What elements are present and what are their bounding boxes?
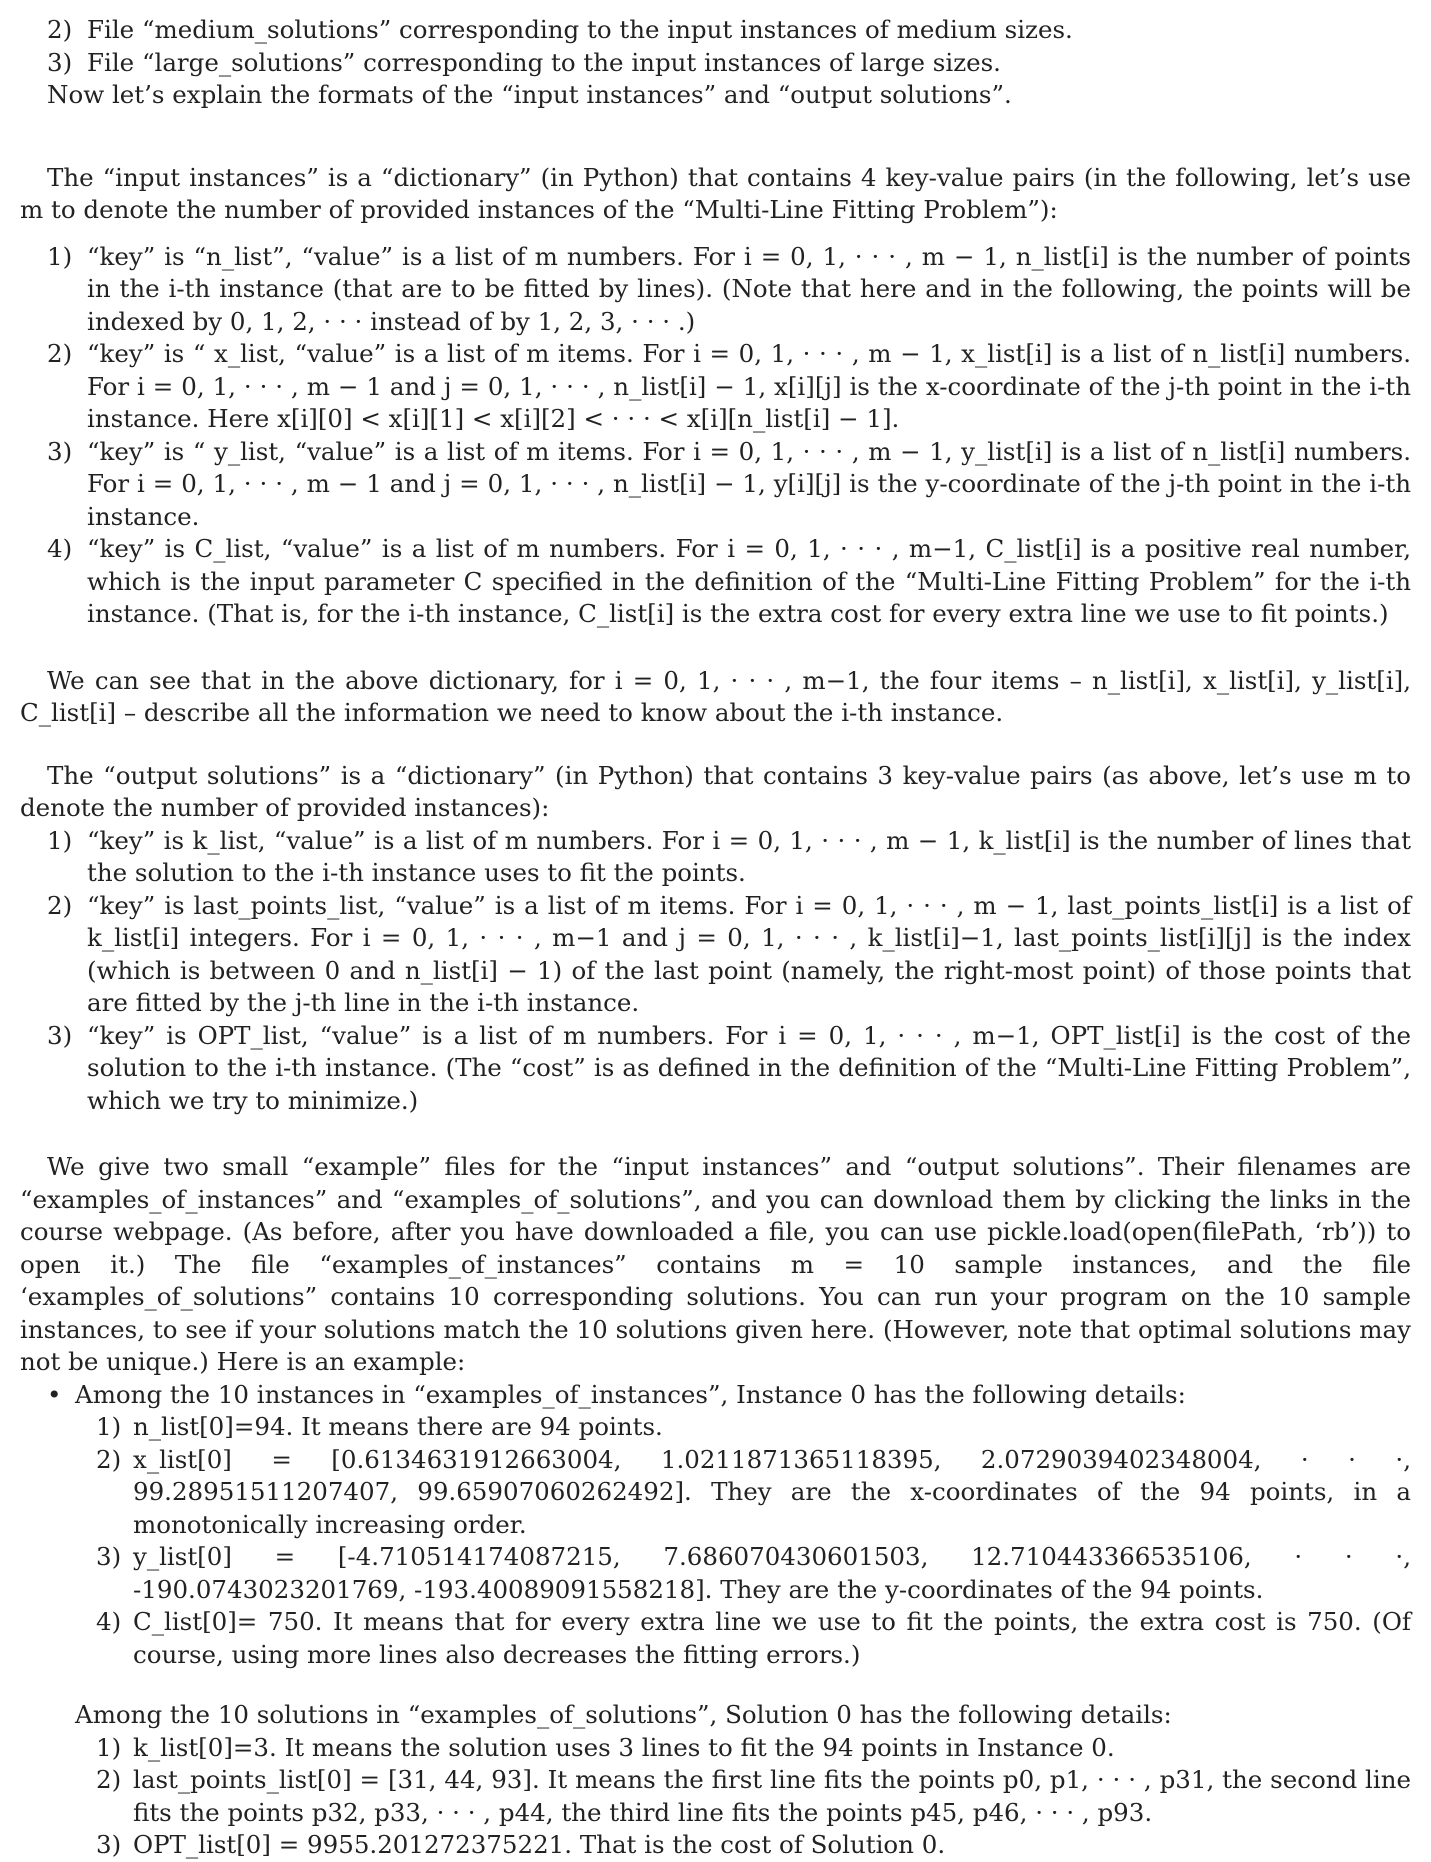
list-item (20, 338, 1411, 436)
item-number: 3) (96, 1542, 122, 1571)
list-item (20, 241, 1411, 339)
item-text: n_list[0]=94. It means there are 94 points. (133, 1412, 663, 1441)
item-number: 1) (47, 825, 73, 855)
bullet-icon: • (47, 1379, 62, 1409)
item-number: 1) (96, 1732, 122, 1762)
item-number: 3) (96, 1830, 122, 1859)
list-item (20, 1444, 1411, 1542)
list-item (20, 1732, 1411, 1765)
item-text: “key” is k_list, “value” is a list of m numbers. For i = 0, 1, · · · , m − 1, k_list[i] is the number of lines that the solution to the i-th instance uses to fit the points. (87, 825, 1411, 887)
item-text: File “medium_solutions” corresponding to the input instances of medium sizes. (87, 15, 1073, 44)
solution-details-list (20, 1732, 1411, 1862)
item-number: 2) (96, 1765, 122, 1794)
examples-lead-paragraph: We give two small “example” files for the “input instances” and “output solutions”. Their filenames are “examples_of_instances” and “examples_of_solutions”, and you can download them by clicking the links in the course webpage. (As before, after you have downloaded a file, you can use pickle.load(open(filePath, ‘rb’)) to open it.) The file “examples_of_instances” contains m = 10 sample instances, and the file ‘examples_of_solutions” contains 10 corresponding solutions. You can run your program on the 10 sample instances, to see if your solutions match the 10 solutions given here. (However, note that optimal solutions may not be unique.) Here is an example: (20, 1152, 1411, 1376)
instance-example-block (20, 1379, 1411, 1412)
item-text: “key” is C_list, “value” is a list of m numbers. For i = 0, 1, · · · , m−1, C_list[i] is a positive real number, which is the input parameter C specified in the definition of the “Multi-Line Fitting Problem” for the i-th instance. (That is, for the i-th instance, C_list[i] is the extra cost for every extra line we use to fit points.) (87, 534, 1411, 628)
item-text: y_list[0] = [-4.710514174087215, 7.686070430601503, 12.710443366535106, · · ·, -190.0743023201769, -193.40089091558218]. They are the y-coordinates of the 94 points. (133, 1542, 1411, 1604)
item-number: 4) (47, 534, 73, 563)
item-number: 2) (47, 339, 73, 368)
list-item (20, 1829, 1411, 1862)
item-number: 2) (96, 1444, 122, 1474)
item-number: 3) (47, 436, 73, 466)
list-item (20, 1411, 1411, 1444)
item-number: 3) (47, 1020, 73, 1050)
list-item (20, 1764, 1411, 1829)
input-keys-list (20, 241, 1411, 631)
item-text: “key” is last_points_list, “value” is a list of m items. For i = 0, 1, · · · , m − 1, last_points_list[i] is a list of k_list[i] integers. For i = 0, 1, · · · , m−1 and j = 0, 1, · · · , k_list[i]−1, last_points_list[i][j] is the index (which is between 0 and n_list[i] − 1) of the last point (namely, the right-most point) of those points that are fitted by the j-th line in the i-th instance. (87, 890, 1411, 1017)
item-number: 1) (96, 1412, 122, 1441)
list-item (20, 825, 1411, 890)
item-text: x_list[0] = [0.6134631912663004, 1.0211871365118395, 2.0729039402348004, · · ·, 99.28951511207407, 99.65907060262492]. They are the x-coordinates of the 94 points, in a monotonically increasing order. (133, 1444, 1411, 1539)
explain-paragraph: Now let’s explain the formats of the “input instances” and “output solutions”. (47, 80, 1012, 109)
list-item (20, 1606, 1411, 1671)
item-text: “key” is “ x_list, “value” is a list of m items. For i = 0, 1, · · · , m − 1, x_list[i] is a list of n_list[i] numbers. For i = 0, 1, · · · , m − 1 and j = 0, 1, · · · , n_list[i] − 1, x[i][j] is the x-coordinate of the j-th point in the i-th instance. Here x[i][0] < x[i][1] < x[i][2] < · · · < x[i][n_list[i] − 1]. (87, 339, 1411, 433)
output-keys-list (20, 825, 1411, 1118)
list-item (20, 1541, 1411, 1606)
item-number: 2) (47, 890, 73, 920)
item-text: File “large_solutions” corresponding to the input instances of large sizes. (87, 47, 1001, 77)
list-item (20, 14, 1411, 47)
instance-details-list (20, 1411, 1411, 1671)
input-lead-paragraph: The “input instances” is a “dictionary” (in Python) that contains 4 key-value pairs (in the following, let’s use m to denote the number of provided instances of the “Multi-Line Fitting Problem”): (20, 162, 1411, 224)
list-item (20, 47, 1411, 80)
list-item (20, 436, 1411, 534)
output-lead-paragraph: The “output solutions” is a “dictionary” (in Python) that contains 3 key-value pairs (as above, let’s use m to denote the number of provided instances): (20, 760, 1411, 822)
item-number: 4) (96, 1607, 122, 1636)
item-text: “key” is OPT_list, “value” is a list of m numbers. For i = 0, 1, · · · , m−1, OPT_list[i] is the cost of the solution to the i-th instance. (The “cost” is as defined in the definition of the “Multi-Line Fitting Problem”, which we try to minimize.) (87, 1020, 1411, 1115)
item-text: “key” is “ y_list, “value” is a list of m items. For i = 0, 1, · · · , m − 1, y_list[i] is a list of n_list[i] numbers. For i = 0, 1, · · · , m − 1 and j = 0, 1, · · · , n_list[i] − 1, y[i][j] is the y-coordinate of the j-th point in the i-th instance. (87, 436, 1411, 531)
intro-list (20, 14, 1411, 79)
item-text: last_points_list[0] = [31, 44, 93]. It means the first line fits the points p0, p1, · · · , p31, the second line fits the points p32, p33, · · · , p44, the third line fits the points p45, p46, · · · , p93. (133, 1765, 1411, 1827)
list-item (20, 533, 1411, 631)
solution-intro: Among the 10 solutions in “examples_of_solutions”, Solution 0 has the following details: (75, 1700, 1172, 1729)
item-number: 1) (47, 241, 73, 271)
item-text: OPT_list[0] = 9955.201272375221. That is the cost of Solution 0. (133, 1830, 946, 1859)
input-summary-paragraph: We can see that in the above dictionary, for i = 0, 1, · · · , m−1, the four items – n_list[i], x_list[i], y_list[i], C_list[i] – describe all the information we need to know about the i-th instance. (20, 665, 1411, 727)
list-item (20, 1020, 1411, 1118)
list-item (20, 890, 1411, 1020)
item-text: “key” is “n_list”, “value” is a list of m numbers. For i = 0, 1, · · · , m − 1, n_list[i] is the number of points in the i-th instance (that are to be fitted by lines). (Note that here and in the following, the points will be indexed by 0, 1, 2, · · · instead of by 1, 2, 3, · · · .) (87, 241, 1411, 336)
item-text: k_list[0]=3. It means the solution uses 3 lines to fit the 94 points in Instance 0. (133, 1732, 1115, 1762)
item-number: 2) (47, 15, 73, 44)
item-text: C_list[0]= 750. It means that for every extra line we use to fit the points, the extra cost is 750. (Of course, using more lines also decreases the fitting errors.) (133, 1607, 1411, 1669)
instance-intro: Among the 10 instances in “examples_of_instances”, Instance 0 has the following details: (75, 1379, 1186, 1409)
item-number: 3) (47, 47, 73, 77)
